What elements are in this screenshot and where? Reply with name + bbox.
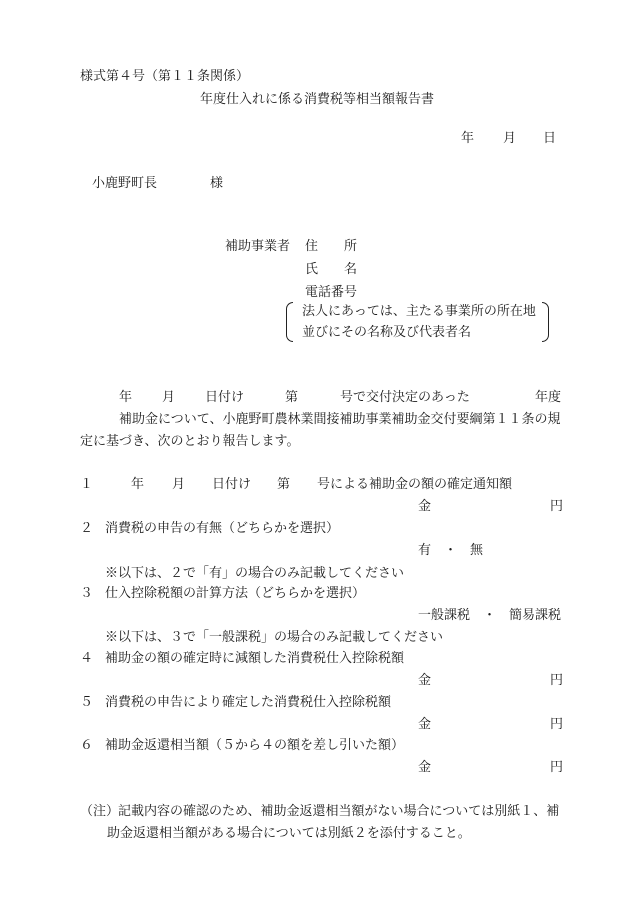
note-item2: ※以下は、２で「有」の場合のみ記載してください [105,566,405,581]
item3-text: 仕入控除税額の計算方法（どちらかを選択） [105,586,366,601]
applicant-phone-label: 電話番号 [305,285,358,300]
intro-dai: 第 [285,390,299,405]
item2-text: 消費税の申告の有無（どちらかを選択） [105,521,340,536]
item1-kin: 金 [418,499,432,514]
applicant-address-label: 住 所 [305,239,358,254]
intro-day: 日付け [205,390,245,405]
intro-line3: 定に基づき、次のとおり報告します。 [80,434,300,449]
item6-number: ６ [80,738,94,753]
document-title: 年度仕入れに係る消費税等相当額報告書 [200,92,435,107]
footnote-line1: 記載内容の確認のため、補助金返還相当額がない場合については別紙１、補 [118,804,560,819]
note-item3: ※以下は、３で「一般課税」の場合のみ記載してください [105,630,444,645]
item1-day: 日付け [212,477,252,492]
date-day: 日 [543,131,557,146]
item5-kin: 金 [418,717,432,732]
date-month: 月 [503,131,517,146]
item5-text: 消費税の申告により確定した消費税仕入控除税額 [105,695,392,710]
item6-yen: 円 [550,760,564,775]
addressee-name: 小鹿野町長 [92,176,158,191]
item1-number: １ [80,477,94,492]
intro-go: 号で交付決定のあった [340,390,470,405]
item1-month: 月 [172,477,186,492]
item4-kin: 金 [418,673,432,688]
intro-month: 月 [162,390,176,405]
item2-number: ２ [80,521,94,536]
addressee-honorific: 様 [210,176,224,191]
intro-year: 年 [119,390,133,405]
item1-dai: 第 [277,477,291,492]
applicant-role: 補助事業者 [225,239,291,254]
applicant-note-line1: 法人にあっては、主たる事業所の所在地 [302,304,536,319]
item4-yen: 円 [550,673,564,688]
applicant-name-label: 氏 名 [305,262,358,277]
date-year: 年 [461,131,475,146]
item3-number: ３ [80,586,94,601]
item6-text: 補助金返還相当額（５から４の額を差し引いた額） [105,738,405,753]
left-bracket [286,302,293,342]
item4-number: ４ [80,651,94,666]
footnote-line2: 助金返還相当額がある場合については別紙２を添付すること。 [107,826,471,841]
item1-yen: 円 [550,499,564,514]
applicant-note-line2: 並びにその名称及び代表者名 [302,325,472,340]
item1-text: 号による補助金の額の確定通知額 [317,477,513,492]
right-bracket [542,302,549,342]
item6-kin: 金 [418,760,432,775]
form-id: 様式第４号（第１１条関係） [80,69,250,84]
intro-line2: 補助金について、小鹿野町農林業間接補助事業補助金交付要綱第１１条の規 [119,412,561,427]
intro-nendo: 年度 [535,390,562,405]
item2-choice: 有 ・ 無 [418,543,484,558]
item5-yen: 円 [550,717,564,732]
item5-number: ５ [80,695,94,710]
item1-year: 年 [131,477,145,492]
footnote-label: （注） [80,804,120,819]
item4-text: 補助金の額の確定時に減額した消費税仕入控除税額 [105,651,405,666]
item3-choice: 一般課税 ・ 簡易課税 [418,608,562,623]
